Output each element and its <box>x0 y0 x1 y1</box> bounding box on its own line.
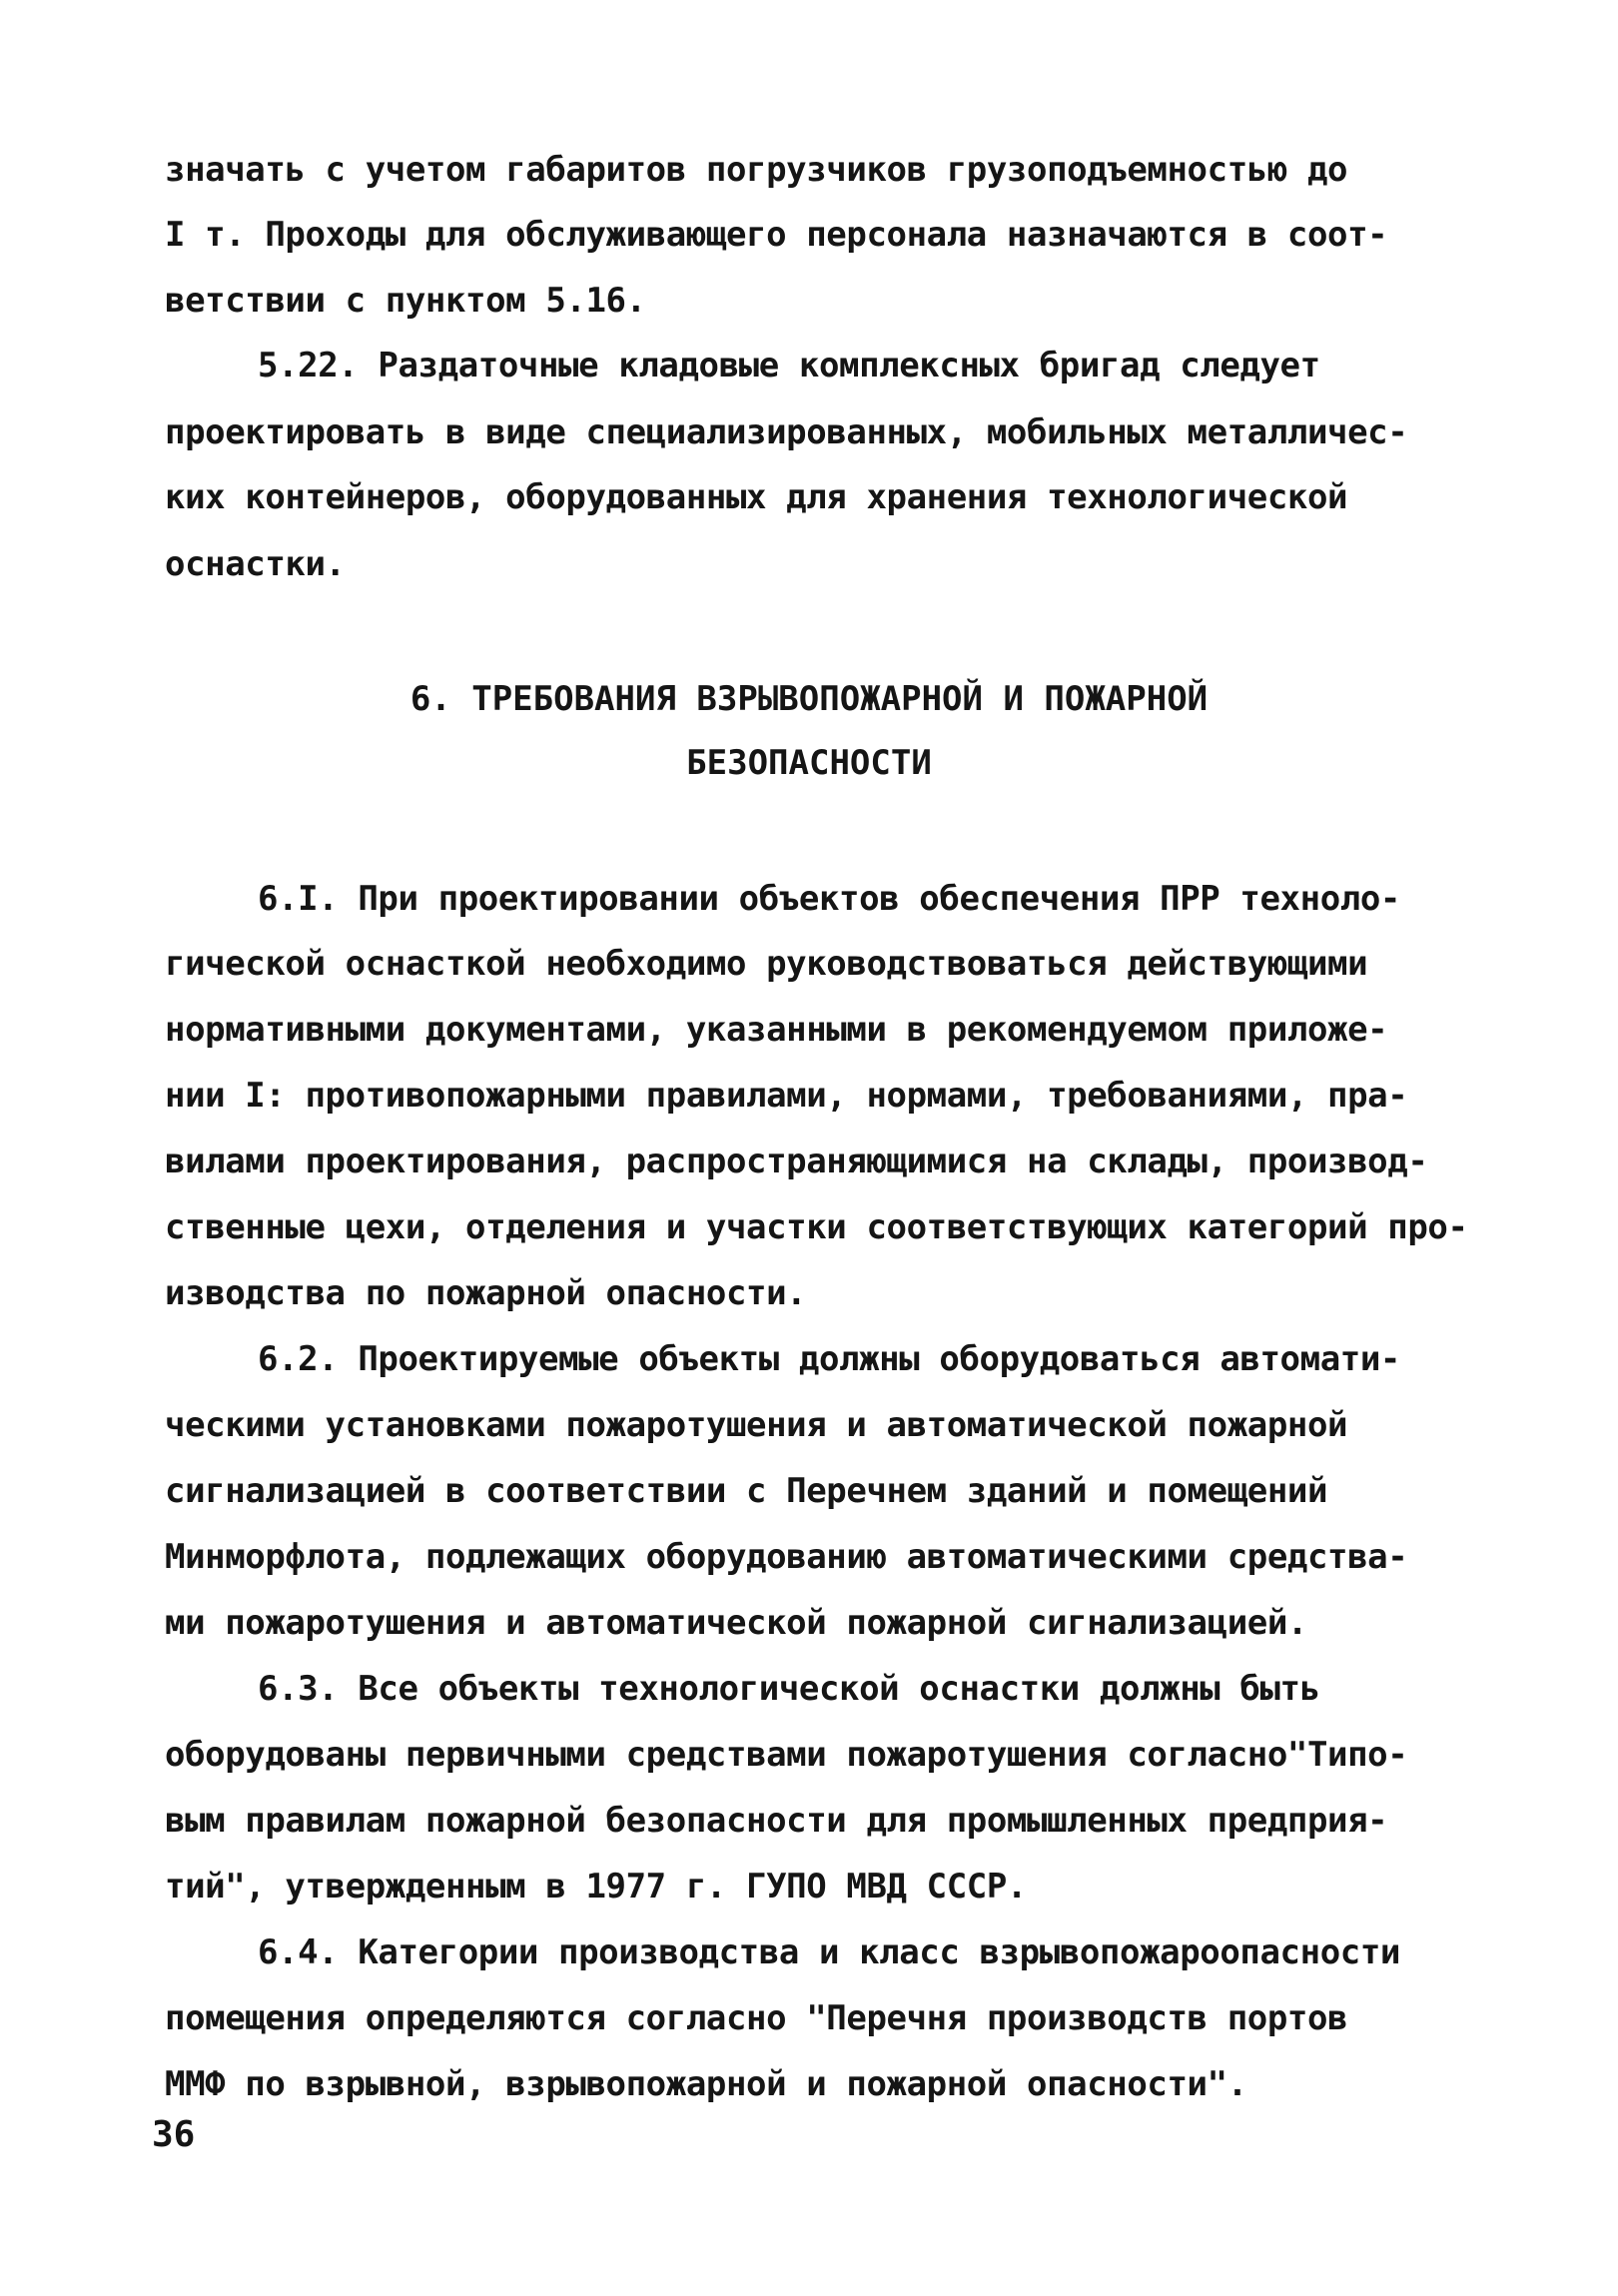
text-line: изводства по пожарной опасности. <box>165 1273 807 1313</box>
text-line: вилами проектирования, распространяющимися на склады, производ- <box>165 1142 1428 1181</box>
text-line: 6.2. Проектируемые объекты должны оборудоваться автомати- <box>258 1339 1400 1379</box>
text-line: гической оснасткой необходимо руководствоваться действующими <box>165 944 1368 984</box>
text-line: оборудованы первичными средствами пожаротушения согласно"Типо- <box>165 1735 1408 1775</box>
text-line: ческими установками пожаротушения и автоматической пожарной <box>165 1405 1348 1445</box>
text-line: тий", утвержденным в 1977 г. ГУПО МВД СССР. <box>165 1867 1027 1907</box>
text-line: проектировать в виде специализированных, мобильных металличес- <box>165 412 1408 452</box>
text-line: помещения определяются согласно "Перечня производств портов <box>165 1998 1348 2038</box>
text-line: I т. Проходы для обслуживающего персонала назначаются в соот- <box>165 215 1388 255</box>
text-line: 6.I. При проектировании объектов обеспечения ПРР техноло- <box>258 879 1400 919</box>
text-line: 6.3. Все объекты технологической оснастки должны быть <box>258 1669 1320 1709</box>
text-line: ственные цехи, отделения и участки соответствующих категорий про- <box>165 1207 1468 1247</box>
text-line: Минморфлота, подлежащих оборудованию автоматическими средства- <box>165 1537 1408 1577</box>
text-line: значать с учетом габаритов погрузчиков грузоподъемностью до <box>165 150 1348 190</box>
section-heading-line-2: БЕЗОПАСНОСТИ <box>686 743 932 783</box>
text-line: нии I: противопожарными правилами, нормами, требованиями, пра- <box>165 1076 1408 1116</box>
text-line: сигнализацией в соответствии с Перечнем зданий и помещений <box>165 1471 1328 1511</box>
text-line: нормативными документами, указанными в рекомендуемом приложе- <box>165 1010 1388 1050</box>
page-number: 36 <box>152 2114 196 2155</box>
text-line: ветствии с пунктом 5.16. <box>165 281 646 321</box>
text-line: 6.4. Категории производства и класс взрывопожароопасности <box>258 1932 1400 1972</box>
text-line: ми пожаротушения и автоматической пожарной сигнализацией. <box>165 1603 1307 1643</box>
text-line: ММФ по взрывной, взрывопожарной и пожарной опасности". <box>165 2064 1247 2104</box>
text-line: 5.22. Раздаточные кладовые комплексных бригад следует <box>258 346 1320 385</box>
text-line: оснастки. <box>165 544 346 584</box>
section-heading-line-1: 6. ТРЕБОВАНИЯ ВЗРЫВОПОЖАРНОЙ И ПОЖАРНОЙ <box>409 679 1209 719</box>
text-line: вым правилам пожарной безопасности для промышленных предприя- <box>165 1801 1388 1841</box>
text-line: ких контейнеров, оборудованных для хранения технологической <box>165 477 1348 517</box>
